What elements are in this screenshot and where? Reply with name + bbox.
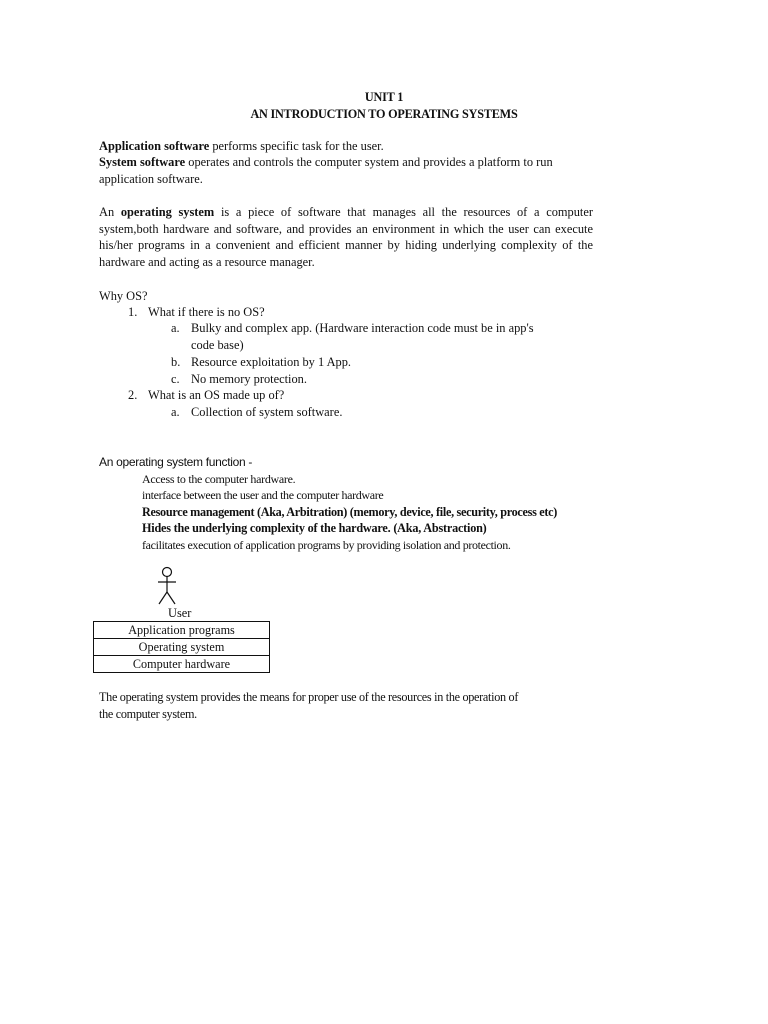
user-stick-figure-icon bbox=[154, 566, 180, 606]
function-item: interface between the user and the computer hardware bbox=[142, 488, 384, 502]
os-definition-paragraph bbox=[99, 204, 593, 270]
why-os-heading: Why OS? bbox=[99, 289, 148, 303]
user-label: User bbox=[168, 606, 192, 620]
app-software-definition bbox=[99, 138, 384, 155]
list-item-bulky-app bbox=[191, 320, 588, 337]
list-marker: a. bbox=[171, 405, 180, 419]
system-software-text: operates and controls the computer system and provides a platform to run bbox=[185, 155, 553, 169]
list-item-collection: Collection of system software. bbox=[191, 405, 343, 419]
app-software-text: performs specific task for the user. bbox=[209, 139, 384, 153]
function-item: Resource management (Aka, Arbitration) (memory, device, file, security, process etc) bbox=[142, 505, 558, 519]
list-number: 1. bbox=[128, 305, 138, 319]
list-number: 2. bbox=[128, 388, 138, 402]
layer-operating-system: Operating system bbox=[93, 638, 270, 655]
list-item-resource-exploitation: Resource exploitation by 1 App. bbox=[191, 355, 352, 369]
list-item-text: Bulky and complex app. (Hardware interaction code must be in app's bbox=[191, 321, 534, 335]
function-item: Access to the computer hardware. bbox=[142, 472, 296, 486]
layer-computer-hardware: Computer hardware bbox=[93, 655, 270, 673]
function-item: facilitates execution of application programs by providing isolation and protection. bbox=[142, 538, 511, 552]
app-software-term: Application software bbox=[99, 139, 210, 153]
functions-heading: An operating system function - bbox=[99, 455, 253, 469]
closing-text: The operating system provides the means for proper use of the resources in the operation of bbox=[99, 690, 519, 704]
question-no-os: What if there is no OS? bbox=[148, 305, 265, 319]
os-definition-lead: An bbox=[99, 205, 121, 219]
list-item-memory-protection: No memory protection. bbox=[191, 372, 307, 386]
function-item: Hides the underlying complexity of the hardware. (Aka, Abstraction) bbox=[142, 521, 487, 535]
os-definition-text: is a piece of software that manages all the resources of a computer system,both hardware and software, and provides an environment in which the user can execute his/her programs in a convenient and efficient manner by hiding underlying complexity of the hardware and acting as a resource manager. bbox=[99, 205, 593, 269]
question-os-made-of: What is an OS made up of? bbox=[148, 388, 285, 402]
closing-text-cont: the computer system. bbox=[99, 707, 197, 721]
os-layer-diagram bbox=[93, 621, 270, 673]
system-software-text-cont: application software. bbox=[99, 172, 203, 186]
page-title: AN INTRODUCTION TO OPERATING SYSTEMS bbox=[250, 107, 518, 121]
list-marker: b. bbox=[171, 355, 181, 369]
os-definition-term: operating system bbox=[120, 205, 215, 219]
system-software-term: System software bbox=[99, 155, 186, 169]
list-item-text-cont: code base) bbox=[191, 338, 244, 352]
system-software-definition bbox=[99, 154, 553, 171]
unit-heading: UNIT 1 bbox=[364, 90, 404, 104]
list-marker: a. bbox=[171, 321, 180, 335]
layer-application-programs: Application programs bbox=[93, 621, 270, 638]
list-marker: c. bbox=[171, 372, 180, 386]
